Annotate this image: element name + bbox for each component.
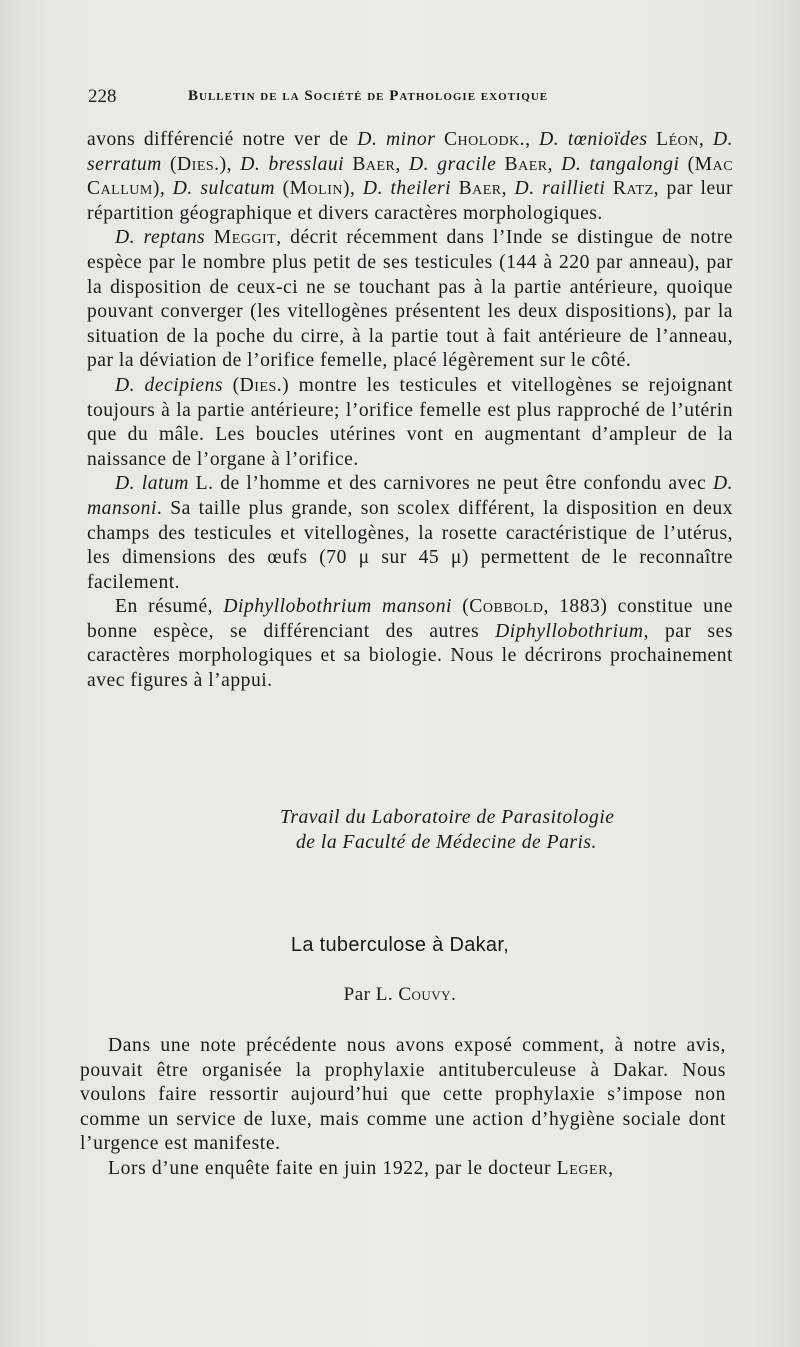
author-name: Léon [647, 129, 699, 150]
text: , par ses caractères morphologiques et sa biologie. Nous le décrirons prochainement avec figures à l’appui. [87, 620, 733, 692]
text: ( [161, 153, 178, 175]
genus-name: Diphyllobothrium [495, 620, 644, 642]
author-name: Baer [496, 153, 548, 175]
text: . Sa taille plus grande, son scolex différent, la disposition en deux champs des testicules et vitellogènes, la rosette caractéristique de l’utérus, les dimensions des œufs (70 μ sur 45 μ) permettent de le reconnaître facilement. [87, 497, 733, 593]
paragraph-d-latum [87, 472, 733, 595]
text: , [395, 153, 410, 175]
affiliation-line: de la Faculté de Médecine de Paris. [296, 831, 597, 853]
page-number: 228 [88, 86, 117, 107]
text: ) montre les testicules et vitellogènes se rejoignant toujours à la partie antérieure; l’orifice femelle est plus rapproché de l’utérin que du mâle. Les boucles utérines vont en augmentant d’ampleur de la naissance de l’organe à l’orifice. [87, 374, 733, 470]
species-name: D. latum [115, 473, 189, 495]
species-name: D. minor [357, 129, 436, 150]
text: ( [451, 596, 470, 618]
species-name: D. serratum [87, 129, 733, 175]
text: ( [275, 178, 290, 200]
species-name: D. decipiens [115, 374, 224, 396]
text: ( [223, 374, 240, 396]
affiliation-line: Travail du Laboratoire de Parasitologie [280, 807, 615, 828]
species-name: Diphyllobothrium mansoni [223, 596, 452, 618]
text: , par leur répartition géographique et divers caractères morphologiques. [87, 178, 734, 224]
author-name: Ratz [605, 178, 654, 200]
text: ( [679, 153, 695, 175]
byline [0, 984, 800, 1006]
author-name: Dies. [177, 153, 220, 175]
article-body-continued [87, 128, 733, 694]
author-name: Leger [556, 1157, 609, 1179]
article-title: La tuberculose à Dakar, [290, 934, 510, 956]
paragraph-d-decipiens [87, 374, 733, 472]
species-name: D. raillieti [514, 178, 606, 200]
text: L. de l’homme et des carnivores ne peut être confondu avec [188, 473, 713, 495]
author-name: Meggit [205, 227, 277, 249]
author-name: Molin [289, 178, 343, 200]
species-name: D. tangalongi [561, 153, 680, 175]
author-name: Baer [451, 178, 502, 200]
paragraph-survey [80, 1157, 726, 1182]
running-head: Bulletin de la Société de Pathologie exotique [188, 88, 549, 104]
text: , 1883) constitue une bonne espèce, se différenciant des autres [87, 596, 733, 642]
byline-prefix: Par L. [343, 984, 399, 1005]
text: avons différencié notre ver de [87, 129, 358, 150]
author-name: Cholodk. [435, 129, 526, 150]
author-name: Mac Callum [87, 153, 734, 200]
text: ), [219, 153, 241, 175]
text: , décrit récemment dans l’Inde se distingue de notre espèce par le nombre plus petit de ses testicules (144 à 220 par anneau), par la disposition de ceux-ci ne se touchant pas à la partie antérieure, quoique pouvant converger (les vitellogènes présentent les deux dispositions), par la situation de la poche du cirre, à la partie tout à fait antérieure de l’anneau, par la déviation de l’orifice femelle, placé légèrement sur le côté. [87, 227, 733, 372]
text: , [698, 129, 713, 150]
paragraph-intro [80, 1034, 726, 1157]
page-header [88, 86, 728, 112]
species-name: D. tœnioïdes [539, 129, 648, 150]
text: Lors d’une enquête faite en juin 1922, par le docteur [108, 1157, 557, 1179]
text: En résumé, [115, 596, 224, 618]
article-body [80, 1034, 726, 1182]
text: ), [152, 178, 173, 200]
text: Dans une note précédente nous avons exposé comment, à notre avis, pouvait être organisée la prophylaxie antituberculeuse à Dakar. Nous voulons faire ressortir aujourd’hui que cette prophylaxie s’impose non comme un service de luxe, mais comme une action d’hygiène sociale dont l’urgence est manifeste. [80, 1035, 726, 1155]
text: , [525, 129, 540, 150]
text: , [547, 153, 562, 175]
author-name: Couvy. [398, 984, 457, 1005]
author-name: Cobbold [469, 596, 544, 618]
paragraph-d-reptans [87, 226, 733, 374]
species-name: D. sulcatum [172, 178, 276, 200]
species-name: D. bresslaui [240, 153, 345, 175]
species-name: D. gracile [409, 153, 497, 175]
affiliation [280, 806, 700, 855]
paragraph-comparison [87, 128, 733, 226]
text: , [608, 1157, 614, 1179]
species-name: D. mansoni [87, 473, 733, 519]
text: ), [342, 178, 363, 200]
paragraph-summary [87, 595, 733, 693]
species-name: D. reptans [115, 227, 206, 249]
author-name: Baer [344, 153, 396, 175]
author-name: Dies. [239, 374, 283, 396]
species-name: D. theileri [362, 178, 452, 200]
text: , [501, 178, 515, 200]
